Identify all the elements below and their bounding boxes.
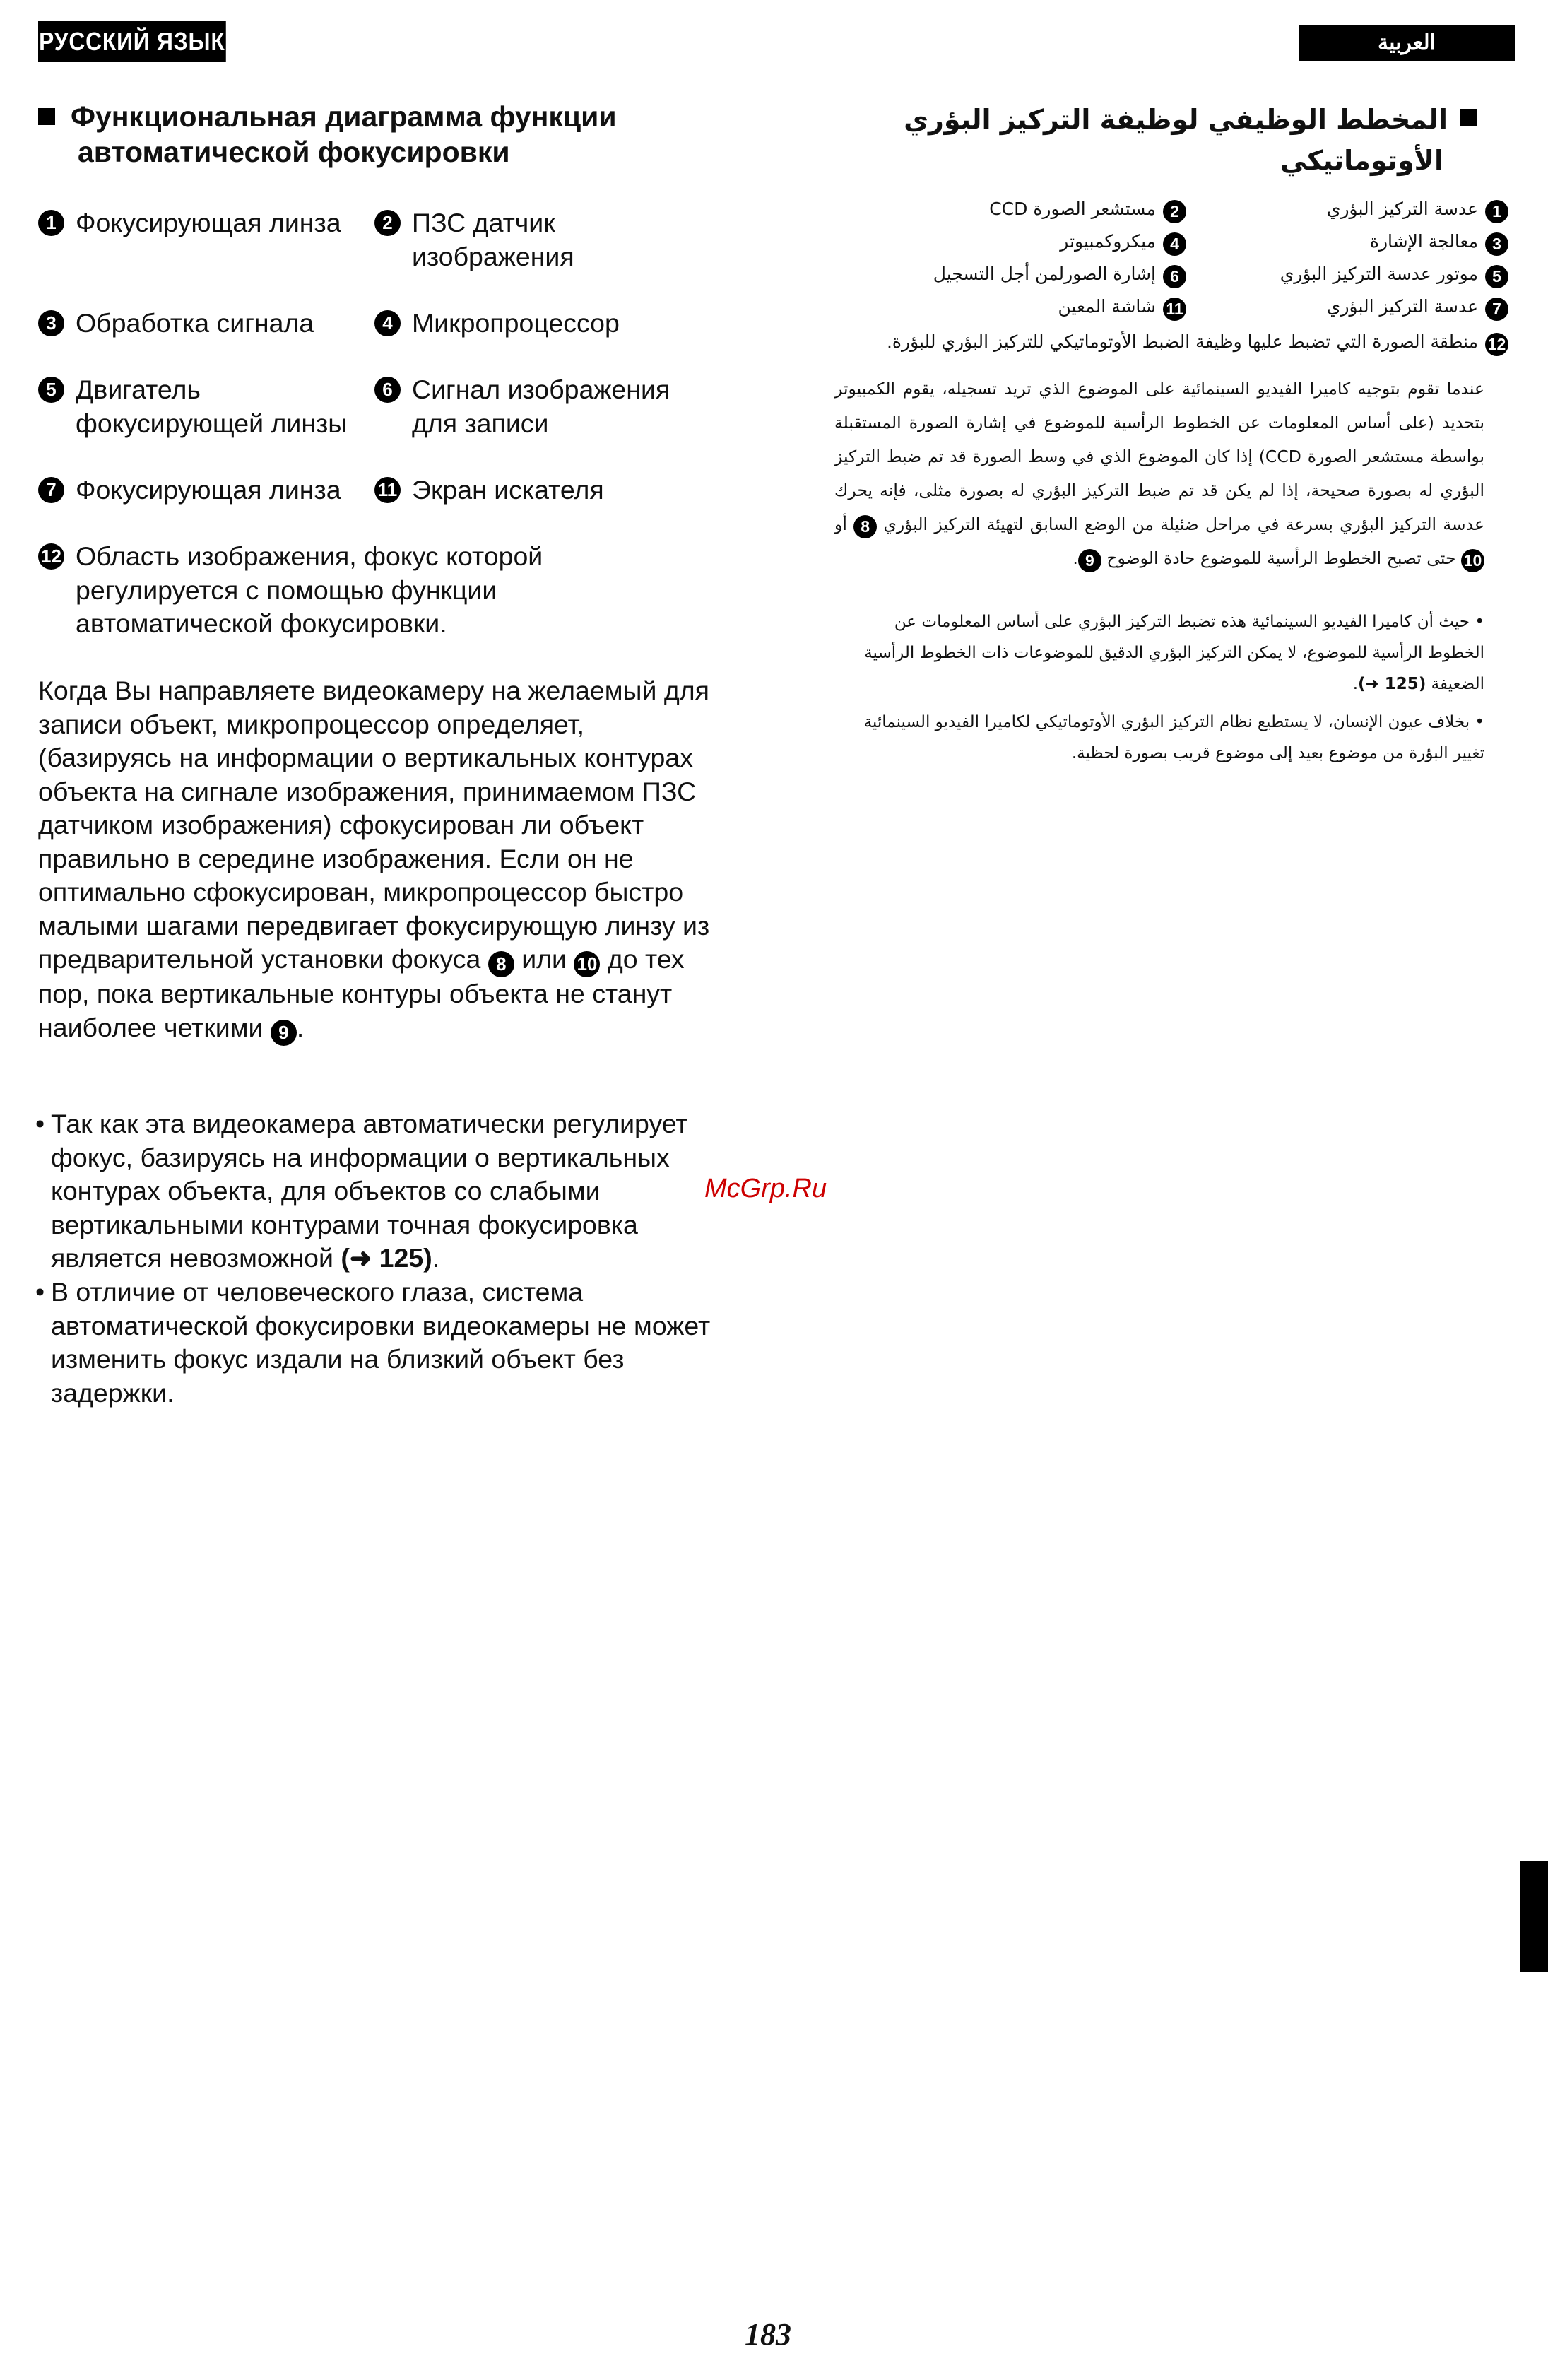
ru-paragraph-text: до тех пор, пока вертикальные контуры объекта не станут наиболее четкими <box>38 944 685 1042</box>
ar-legend-text: موتور عدسة التركيز البؤري <box>1280 264 1478 284</box>
language-tab-russian: РУССКИЙ ЯЗЫК <box>38 21 226 62</box>
ar-body-paragraph: عندما تقوم بتوجيه كاميرا الفيديو السينمائية على الموضوع الذي تريد تسجيله، يقوم الكمبيوتر بتحديد (على أساس المعلومات عن الخطوط الرأسية للموضوع في إشارة الصورة المستقبلة بواسطة مستشعر الصورة CCD) إذا كان الموضوع الذي في وسط الصورة قد تم ضبط التركيز البؤري له بصورة صحيحة، إذا لم يكن قد تم ضبط التركيز البؤري له بصورة مثلى، فإنه يحرك عدسة التركيز البؤري بسرعة في مراحل ضئيلة من الوضع السابق لتهيئة التركيز البؤري 8 أو 10 حتى تصبح الخطوط الرأسية للموضوع حادة الوضوح 9. <box>834 372 1484 575</box>
ar-legend-item <box>1058 290 1186 324</box>
ru-legend-text: Микропроцессор <box>412 308 620 338</box>
ar-title-line1: المخطط الوظيفي لوظيفة التركيز البؤري <box>904 104 1448 135</box>
ru-legend-text: Двигатель фокусирующей линзы <box>76 375 348 438</box>
ar-legend-text: منطقة الصورة التي تضبط عليها وظيفة الضبط الأوتوماتيكي للتركيز البؤري للبؤرة. <box>886 331 1478 352</box>
watermark: McGrp.Ru <box>704 1174 827 1203</box>
ru-legend-text: Фокусирующая линза <box>76 208 341 237</box>
page-edge-tab <box>1520 1861 1548 1972</box>
ar-legend-item <box>989 192 1186 226</box>
bullet-dot-icon: • <box>35 1109 45 1138</box>
ar-legend-text: شاشة المعين <box>1058 296 1156 317</box>
circled-number-icon: 1 <box>1485 200 1508 223</box>
circled-number-icon: 9 <box>1078 549 1101 572</box>
ar-section-title <box>827 99 1477 181</box>
ar-legend-item <box>1060 225 1186 259</box>
page-number: 183 <box>745 2317 791 2352</box>
ru-paragraph-text: Когда Вы направляете видеокамеру на желаемый для записи объект, микропроцессор определяет, (базируясь на информации о вертикальных контурах объекта на сигнале изображения, принимаемом ПЗС датчиком изображения) сфокусирован ли объект правильно в середине изображения. Если он не оптимально сфокусирован, микропроцессор быстро малыми шагами передвигает фокусирующую линзу из предварительной установки фокуса <box>38 676 710 974</box>
circled-number-icon: 6 <box>374 377 401 403</box>
circled-number-icon: 5 <box>38 377 64 403</box>
ar-paragraph-text: عندما تقوم بتوجيه كاميرا الفيديو السينمائية على الموضوع الذي تريد تسجيله، يقوم الكمبيوتر بتحديد (على أساس المعلومات عن الخطوط الرأسية للموضوع في إشارة الصورة المستقبلة بواسطة مستشعر الصورة CCD) إذا كان الموضوع الذي في وسط الصورة قد تم ضبط التركيز البؤري له بصورة صحيحة، إذا لم يكن قد تم ضبط التركيز البؤري له بصورة مثلى، فإنه يحرك عدسة التركيز البؤري بسرعة في مراحل ضئيلة من الوضع السابق لتهيئة التركيز البؤري <box>834 379 1485 534</box>
ar-bullet-2: • بخلاف عيون الإنسان، لا يستطيع نظام التركيز البؤري الأوتوماتيكي لكاميرا الفيديو السينمائية تغيير البؤرة من موضوع بعيد إلى موضوع قريب بصورة لحظية. <box>863 713 1484 762</box>
ru-section-title <box>38 99 745 170</box>
ar-legend-item <box>1280 257 1508 291</box>
circled-number-icon: 6 <box>1163 265 1186 288</box>
ar-legend-item <box>887 325 1508 359</box>
ar-legend-item <box>933 257 1186 291</box>
ru-legend-text: Сигнал изображения для записи <box>412 375 670 438</box>
circled-number-icon: 2 <box>374 210 401 236</box>
ru-legend-text: Экран искателя <box>412 475 604 505</box>
ru-paragraph-text: или <box>521 944 567 974</box>
ar-legend-text: عدسة التركيز البؤري <box>1326 199 1478 219</box>
circled-number-icon: 4 <box>374 310 401 336</box>
ru-bullet-2 <box>35 1276 716 1410</box>
ru-bullet-text: В отличие от человеческого глаза, система автоматической фокусировки видеокамеры не может изменить фокус издали на близкий объект без задержки. <box>51 1277 711 1408</box>
circled-number-icon: 3 <box>38 310 64 336</box>
ar-legend-text: معالجة الإشارة <box>1369 231 1478 252</box>
circled-number-icon: 11 <box>374 477 401 503</box>
language-tab-arabic: العربية <box>1299 25 1515 61</box>
bullet-dot-icon: • <box>35 1277 45 1307</box>
ru-legend-text: Область изображения, фокус которой регулируется с помощью функции автоматической фокусировки. <box>76 541 543 638</box>
ar-legend-item <box>1370 225 1508 259</box>
circled-number-icon: 5 <box>1485 265 1508 288</box>
ru-legend-text: Обработка сигнала <box>76 308 314 338</box>
circled-number-icon: 11 <box>1163 298 1186 321</box>
circled-number-icon: 7 <box>1485 298 1508 321</box>
circled-number-icon: 9 <box>271 1020 297 1046</box>
circled-number-icon: 8 <box>853 515 877 538</box>
circled-number-icon: 7 <box>38 477 64 503</box>
ar-legend-item <box>1327 290 1508 324</box>
circled-number-icon: 12 <box>38 543 64 570</box>
ar-legend-text: إشارة الصورلمن أجل التسجيل <box>933 264 1156 284</box>
ar-legend-item <box>1327 192 1508 226</box>
ar-paragraph-text: أو <box>834 514 847 534</box>
square-bullet-icon <box>38 108 55 125</box>
ar-bullet-text: حيث أن كاميرا الفيديو السينمائية هذه تضبط التركيز البؤري على أساس المعلومات عن الخطوط الرأسية للموضوع، لا يمكن التركيز البؤري الدقيق للموضوعات ذات الخطوط الرأسية الضعيفة <box>864 613 1484 693</box>
ru-legend-text: ПЗС датчик изображения <box>412 208 574 271</box>
ar-legend-text: ميكروكمبيوتر <box>1060 231 1156 252</box>
circled-number-icon: 10 <box>574 951 600 977</box>
ru-title-line2: автоматической фокусировки <box>78 136 510 168</box>
ar-paragraph-text: حتى تصبح الخطوط الرأسية للموضوع حادة الوضوح <box>1106 548 1456 568</box>
circled-number-icon: 4 <box>1163 232 1186 256</box>
ar-legend-text: مستشعر الصورة CCD <box>989 199 1156 219</box>
circled-number-icon: 8 <box>488 951 514 977</box>
circled-number-icon: 1 <box>38 210 64 236</box>
circled-number-icon: 12 <box>1485 333 1508 356</box>
ru-title-line1: Функциональная диаграмма функции <box>71 100 617 133</box>
page-reference-link[interactable]: (125 ➜) <box>1358 675 1426 693</box>
ru-bullet-text: Так как эта видеокамера автоматически регулирует фокус, базируясь на информации о вертикальных контурах объекта, для объектов со слабыми вертикальными контурами точная фокусировка является невозможной <box>51 1109 688 1273</box>
ru-bullet-1: • Так как эта видеокамера автоматически регулирует фокус, базируясь на информации о вертикальных контурах объекта, для объектов со слабыми вертикальными контурами точная фокусировка является невозможной (➜ 125). <box>35 1109 688 1273</box>
square-bullet-icon <box>1460 109 1477 126</box>
ar-bullet-1: • حيث أن كاميرا الفيديو السينمائية هذه تضبط التركيز البؤري على أساس المعلومات عن الخطوط الرأسية للموضوع، لا يمكن التركيز البؤري الدقيق للموضوعات ذات الخطوط الرأسية الضعيفة (125 ➜). <box>864 613 1484 693</box>
ar-legend-text: عدسة التركيز البؤري <box>1326 296 1478 317</box>
ar-title-line2: الأوتوماتيكي <box>1280 145 1443 176</box>
page-reference-link[interactable]: (➜ 125) <box>341 1243 432 1273</box>
ru-legend-text: Фокусирующая линза <box>76 475 341 505</box>
ar-bullet-text: بخلاف عيون الإنسان، لا يستطيع نظام التركيز البؤري الأوتوماتيكي لكاميرا الفيديو السينمائية تغيير البؤرة من موضوع بعيد إلى موضوع قريب بصورة لحظية. <box>863 713 1484 762</box>
circled-number-icon: 10 <box>1461 549 1484 572</box>
circled-number-icon: 2 <box>1163 200 1186 223</box>
circled-number-icon: 3 <box>1485 232 1508 256</box>
ru-body-paragraph: Когда Вы направляете видеокамеру на желаемый для записи объект, микропроцессор определяет, (базируясь на информации о вертикальных контурах объекта на сигнале изображения, принимаемом ПЗС датчиком изображения) сфокусирован ли объект правильно в середине изображения. Если он не оптимально сфокусирован, микропроцессор быстро малыми шагами передвигает фокусирующую линзу из предварительной установки фокуса 8 или 10 до тех пор, пока вертикальные контуры объекта не станут наиболее четкими 9 . <box>38 674 716 1046</box>
